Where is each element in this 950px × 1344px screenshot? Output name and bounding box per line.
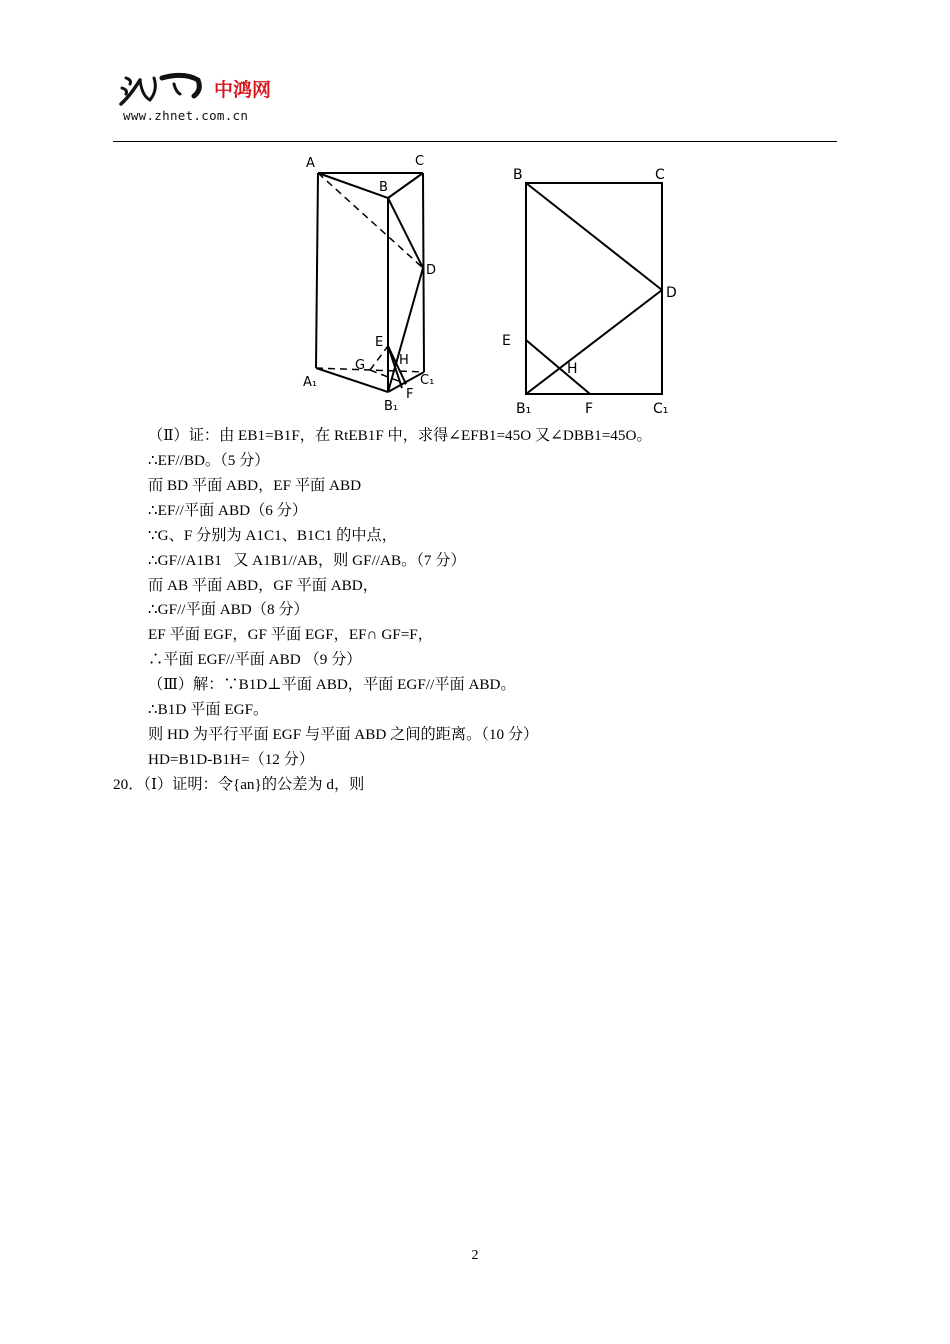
figure-rectangle (498, 158, 688, 420)
label-E: E (375, 335, 384, 350)
label-C: C (655, 167, 665, 183)
label-C1: C₁ (653, 401, 669, 417)
label-B: B (379, 180, 388, 195)
label-G: G (355, 358, 366, 373)
solution-line: 而 AB 平面 ABD，GF 平面 ABD， (148, 577, 378, 594)
solution-line: ∴B1D 平面 EGF。 (148, 701, 269, 718)
solution-line: ∴EF//BD。（5 分） (148, 452, 270, 469)
logo-mark-icon (121, 75, 199, 104)
label-F: F (585, 401, 594, 417)
page-header (113, 60, 837, 142)
label-A1: A₁ (303, 375, 318, 390)
label-B1: B₁ (384, 399, 399, 414)
label-D: D (426, 263, 437, 278)
problem-20-heading: 20．（Ⅰ）证明：令{an}的公差为 d，则 (113, 776, 365, 793)
solution-line: ∴平面 EGF//平面 ABD （9 分） (148, 651, 362, 668)
logo-url: www.zhnet.com.cn (123, 108, 249, 123)
solution-line: 则 HD 为平行平面 EGF 与平面 ABD 之间的距离。（10 分） (148, 726, 539, 743)
label-A: A (306, 156, 315, 171)
label-B1: B₁ (516, 401, 532, 417)
page-number: 2 (471, 1248, 479, 1263)
solution-line: （Ⅲ）解：∵B1D⊥平面 ABD，平面 EGF//平面 ABD。 (148, 676, 516, 693)
label-C1: C₁ (420, 373, 435, 388)
header-rule (113, 141, 837, 142)
label-H: H (399, 353, 409, 368)
label-H: H (567, 361, 578, 377)
label-F: F (406, 387, 414, 402)
logo-name: 中鸿网 (214, 79, 272, 101)
label-D: D (666, 285, 677, 301)
solution-line: ∴GF//A1B1 又 A1B1//AB，则 GF//AB。（7 分） (148, 552, 466, 569)
figure-prism (298, 150, 448, 420)
solution-line: （Ⅱ）证：由 EB1=B1F，在 RtEB1F 中，求得∠EFB1=45O 又∠DBB1=45O。 (148, 427, 652, 444)
zhnet-logo (118, 70, 288, 110)
label-C: C (415, 154, 425, 169)
label-E: E (502, 333, 511, 349)
solution-line: ∴EF//平面 ABD（6 分） (148, 502, 308, 519)
solution-line: EF 平面 EGF，GF 平面 EGF，EF∩ GF=F， (148, 626, 433, 643)
solution-line: ∴GF//平面 ABD（8 分） (148, 601, 309, 618)
solution-line: 而 BD 平面 ABD，EF 平面 ABD (148, 477, 362, 494)
solution-line: HD=B1D-B1H=（12 分） (148, 751, 315, 768)
solution-line: ∵G、F 分别为 A1C1、B1C1 的中点， (148, 527, 397, 544)
label-B: B (513, 167, 523, 183)
